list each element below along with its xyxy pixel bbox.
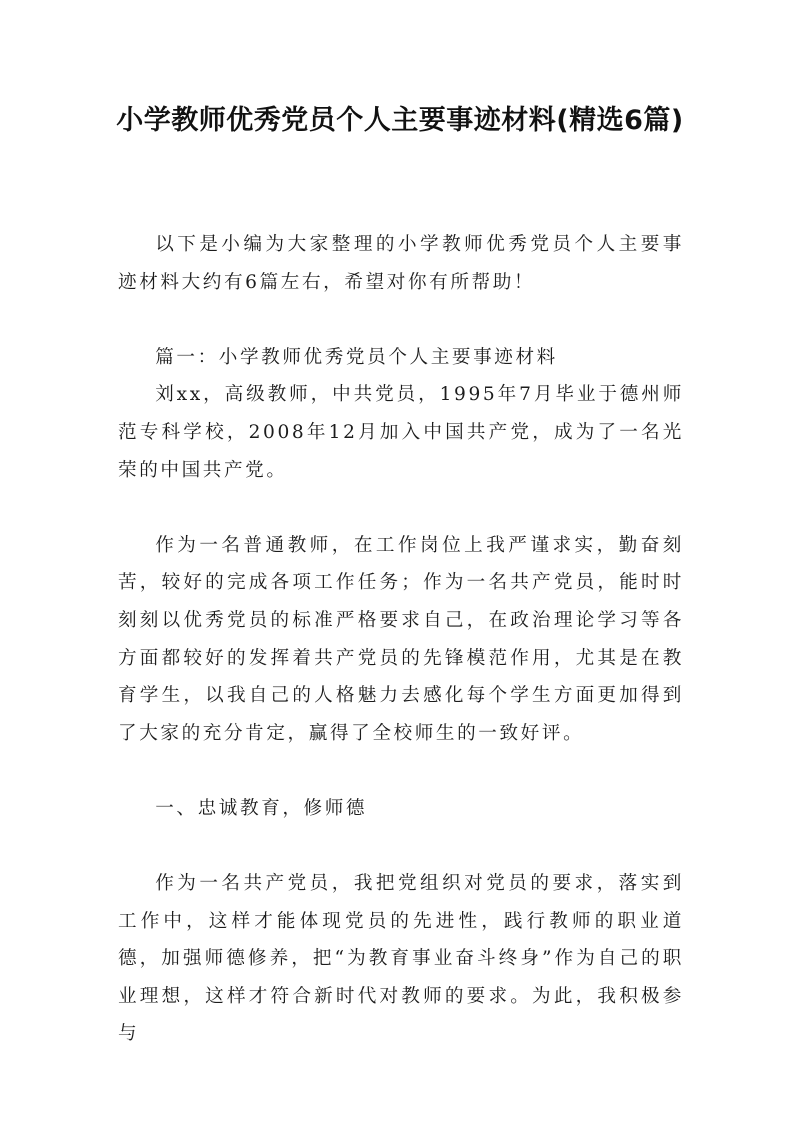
work-paragraph: 作为一名普通教师，在工作岗位上我严谨求实，勤奋刻苦，较好的完成各项工作任务；作为一名共产党员，能时时刻刻以优秀党员的标准严格要求自己，在政治理论学习等各方面都较好的发挥着共产党员的先锋模范作用，尤其是在教育学生，以我自己的人格魅力去感化每个学生方面更加得到了大家的充分肯定，赢得了全校师生的一致好评。 xyxy=(118,534,684,744)
document-title: 小学教师优秀党员个人主要事迹材料(精选6篇) xyxy=(116,105,684,136)
paragraph-spacer xyxy=(118,489,684,527)
subsection-heading: 一、忠诚教育，修师德 xyxy=(155,797,368,819)
paragraph-spacer xyxy=(118,301,684,339)
section-heading: 篇一：小学教师优秀党员个人主要事迹材料 xyxy=(155,346,558,368)
paragraph-spacer xyxy=(118,752,684,790)
ethics-paragraph: 作为一名共产党员，我把党组织对党员的要求，落实到工作中，这样才能体现党员的先进性，践行教师的职业道德，加强师德修养，把“为教育事业奋斗终身”作为自己的职业理想，这样才符合新时代对教师的要求。为此，我积极参与 xyxy=(118,873,684,1045)
profile-paragraph: 刘xx，高级教师，中共党员，1995年7月毕业于德州师范专科学校，2008年12月加入中国共产党，成为了一名光荣的中国共产党。 xyxy=(118,384,684,481)
document-body xyxy=(118,226,684,1053)
paragraph-spacer xyxy=(118,828,684,866)
intro-paragraph: 以下是小编为大家整理的小学教师优秀党员个人主要事迹材料大约有6篇左右，希望对你有所帮助！ xyxy=(118,234,684,293)
